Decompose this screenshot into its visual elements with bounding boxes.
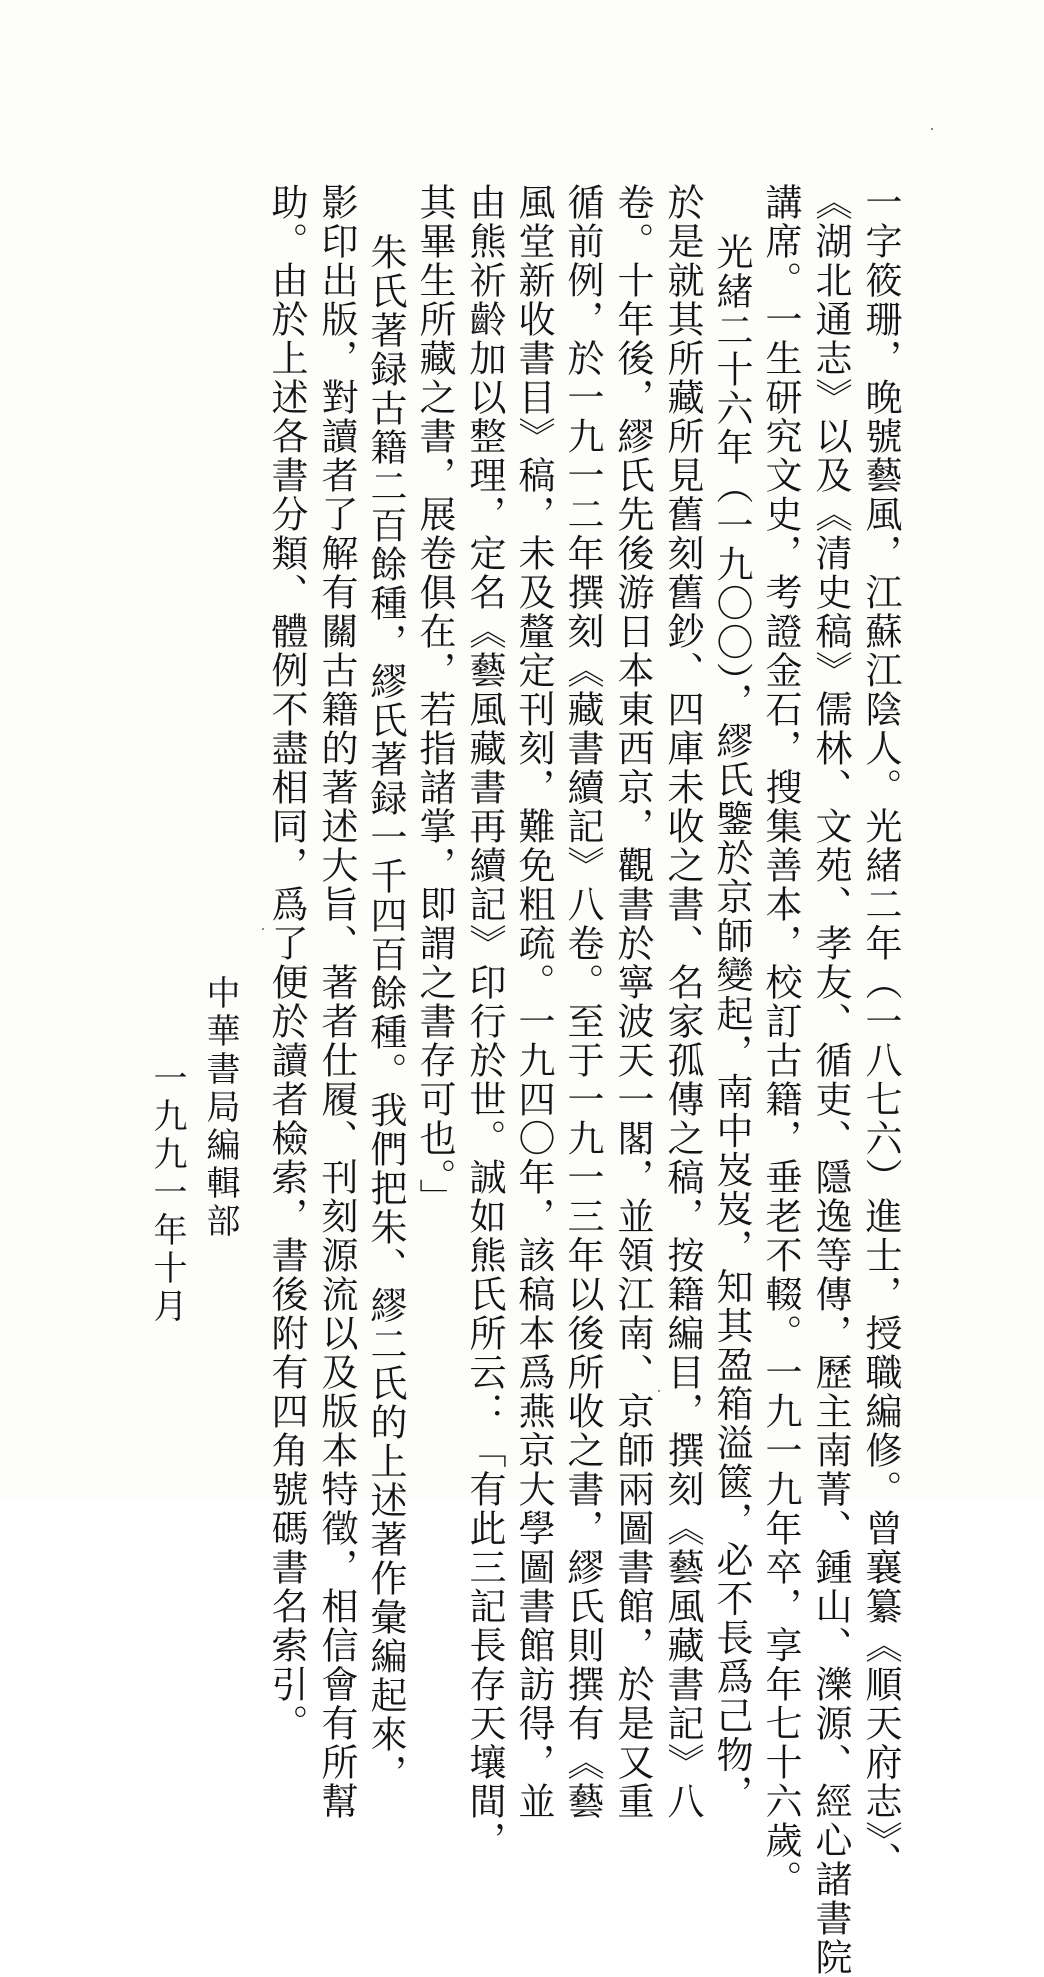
text-column-6: 卷。十年後，繆氏先後游日本東西京，觀書於寧波天一閣，並領江南、京師兩圖書館，於是又重 — [611, 183, 654, 1821]
text-column-9: 由熊祈齡加以整理，定名《藝風藏書再續記》印行於世。誠如熊氏所云：「有此三記長存天壤間， — [463, 183, 506, 1860]
text-column-4: 光緒二十六年（一九〇〇），繆氏鑒於京師變起，南中岌岌，知其盈箱溢篋，必不長爲己物， — [710, 233, 753, 1814]
text-column-10: 其畢生所藏之書，展卷俱在，若指諸掌，即謂之書存可也。」 — [413, 183, 456, 1218]
text-column-3: 講席。一生研究文史，考證金石，搜集善本，校訂古籍，垂老不輟。一九一九年卒，享年七十六歲。 — [759, 183, 802, 1899]
scan-speck — [658, 1390, 660, 1392]
signature-date: 一九九一年十月 — [147, 1060, 187, 1326]
text-column-11: 朱氏著録古籍二百餘種，繆氏著録一千四百餘種。我們把朱、繆二氏的上述著作彙編起來， — [364, 233, 407, 1793]
scan-speck — [262, 928, 264, 930]
text-column-1: 一字筱珊，晚號藝風，江蘇江陰人。光緒二年（一八七六）進士，授職編修。曾襄纂《順天府志》、 — [859, 183, 902, 1881]
text-column-12: 影印出版，對讀者了解有關古籍的著述大旨、著者仕履、刊刻源流以及版本特徵，相信會有所幫 — [315, 183, 358, 1821]
publisher-signature: 中華書局編輯部 — [200, 975, 240, 1241]
text-column-2: 《湖北通志》以及《清史稿》儒林、文苑、孝友、循吏、隱逸等傳，歷主南菁、鍾山、濼源、經心諸書院 — [809, 183, 852, 1977]
scan-speck — [931, 128, 933, 130]
text-column-7: 循前例，於一九一二年撰刻《藏書續記》八卷。至于一九一三年以後所收之書，繆氏則撰有《藝 — [561, 183, 604, 1821]
text-column-13: 助。由於上述各書分類、體例不盡相同，爲了便於讀者檢索，書後附有四角號碼書名索引。 — [265, 183, 308, 1743]
text-column-5: 於是就其所藏所見舊刻舊鈔、四庫未收之書、名家孤傳之稿，按籍編目，撰刻《藝風藏書記》八 — [661, 183, 704, 1821]
text-column-8: 風堂新收書目》稿，未及釐定刊刻，難免粗疏。一九四〇年，該稿本爲燕京大學圖書館訪得，並 — [512, 183, 555, 1821]
